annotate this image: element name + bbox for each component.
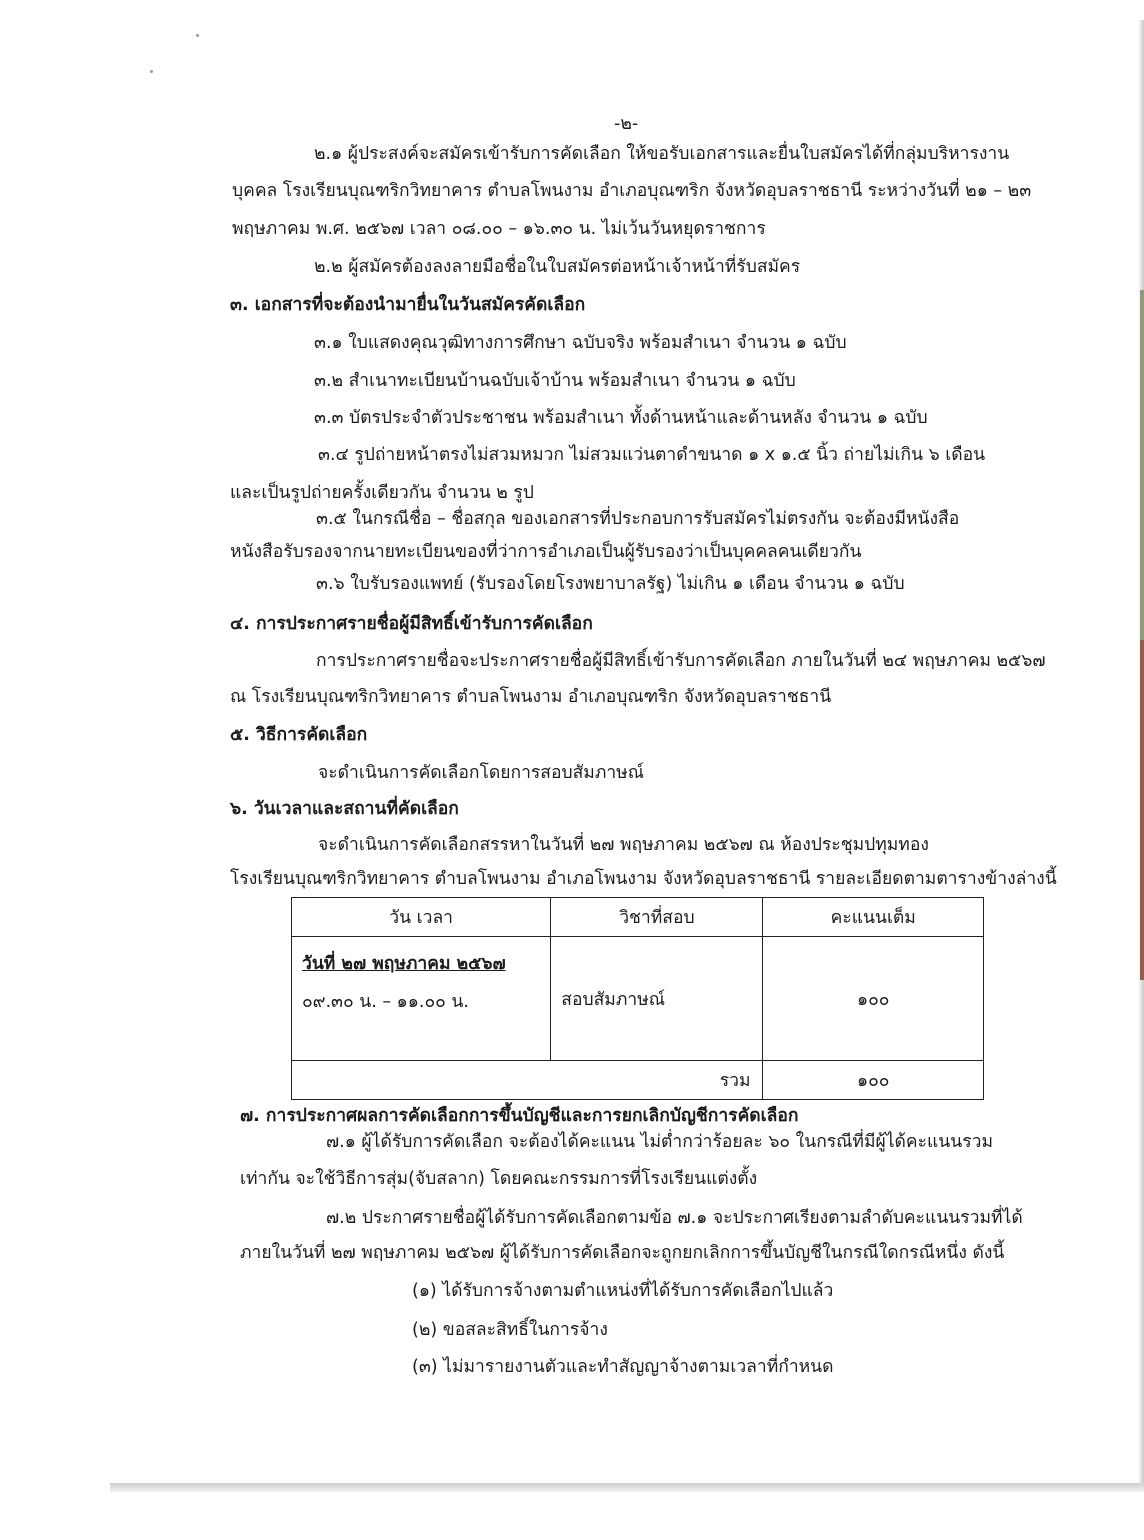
scan-edge-marker xyxy=(1140,640,1144,980)
section-4-line-1: การประกาศรายชื่อจะประกาศรายชื่อผู้มีสิทธิ์เข้ารับการคัดเลือก ภายในวันที่ ๒๔ พฤษภาคม ๒๕๖๗ xyxy=(316,651,1046,671)
schedule-table xyxy=(291,897,984,1100)
total-label: รวม xyxy=(292,1061,763,1100)
section-3-4-line-1: ๓.๔ รูปถ่ายหน้าตรงไม่สวมหมวก ไม่สวมแว่นตาดำขนาด ๑ x ๑.๕ นิ้ว ถ่ายไม่เกิน ๖ เดือน xyxy=(318,445,986,465)
section-3-6: ๓.๖ ใบรับรองแพทย์ (รับรองโดยโรงพยาบาลรัฐ) ไม่เกิน ๑ เดือน จำนวน ๑ ฉบับ xyxy=(316,574,905,594)
section-5-text: จะดำเนินการคัดเลือกโดยการสอบสัมภาษณ์ xyxy=(318,763,644,783)
section-4-heading: ๔. การประกาศรายชื่อผู้มีสิทธิ์เข้ารับการคัดเลือก xyxy=(230,614,593,634)
section-6-heading: ๖. วันเวลาและสถานที่คัดเลือก xyxy=(230,799,459,819)
table-header-cell: คะแนนเต็ม xyxy=(763,898,984,937)
section-5-heading: ๕. วิธีการคัดเลือก xyxy=(230,725,368,745)
section-7-2-line-2: ภายในวันที่ ๒๗ พฤษภาคม ๒๕๖๗ ผู้ได้รับการคัดเลือกจะถูกยกเลิกการขึ้นบัญชีในกรณีใดกรณีหนึ่ง ดังนี้ xyxy=(240,1243,1005,1263)
table-total-row xyxy=(292,1061,984,1100)
section-4-line-2: ณ โรงเรียนบุณฑริกวิทยาคาร ตำบลโพนงาม อำเภอบุณฑริก จังหวัดอุบลราชธานี xyxy=(230,687,832,707)
section-2-1-line-1: ๒.๑ ผู้ประสงค์จะสมัครเข้ารับการคัดเลือก ให้ขอรับเอกสารและยื่นใบสมัครได้ที่กลุ่มบริหารงาน xyxy=(314,144,1010,164)
cancel-case-1: (๑) ได้รับการจ้างตามตำแหน่งที่ได้รับการคัดเลือกไปแล้ว xyxy=(412,1281,834,1301)
section-6-line-2: โรงเรียนบุณฑริกวิทยาคาร ตำบลโพนงาม อำเภอโพนงาม จังหวัดอุบลราชธานี รายละเอียดตามตารางข้างล่างนี้ xyxy=(230,869,1057,889)
table-header-row xyxy=(292,898,984,937)
scan-edge-marker xyxy=(1140,290,1144,640)
section-2-2: ๒.๒ ผู้สมัครต้องลงลายมือชื่อในใบสมัครต่อหน้าเจ้าหน้าที่รับสมัคร xyxy=(314,257,801,277)
section-3-2: ๓.๒ สำเนาทะเบียนบ้านฉบับเจ้าบ้าน พร้อมสำเนา จำนวน ๑ ฉบับ xyxy=(314,371,796,391)
exam-subject: สอบสัมภาษณ์ xyxy=(551,937,763,1061)
section-7-1-line-2: เท่ากัน จะใช้วิธีการสุ่ม(จับสลาก) โดยคณะกรรมการที่โรงเรียนแต่งตั้ง xyxy=(240,1169,758,1189)
section-2-1-line-3: พฤษภาคม พ.ศ. ๒๕๖๗ เวลา ๐๘.๐๐ – ๑๖.๓๐ น. ไม่เว้นวันหยุดราชการ xyxy=(232,219,766,239)
section-3-heading: ๓. เอกสารที่จะต้องนำมายื่นในวันสมัครคัดเลือก xyxy=(230,295,586,315)
section-7-1-line-1: ๗.๑ ผู้ได้รับการคัดเลือก จะต้องได้คะแนน ไม่ต่ำกว่าร้อยละ ๖๐ ในกรณีที่มีผู้ได้คะแนนรวม xyxy=(326,1132,993,1152)
section-3-5-line-2: หนังสือรับรองจากนายทะเบียนของที่ว่าการอำเภอเป็นผู้รับรองว่าเป็นบุคคลคนเดียวกัน xyxy=(230,542,862,562)
cancel-case-2: (๒) ขอสละสิทธิ์ในการจ้าง xyxy=(412,1320,608,1340)
section-3-3: ๓.๓ บัตรประจำตัวประชาชน พร้อมสำเนา ทั้งด้านหน้าและด้านหลัง จำนวน ๑ ฉบับ xyxy=(314,408,928,428)
scan-speck xyxy=(196,34,199,37)
table-header-cell: วิชาที่สอบ xyxy=(551,898,763,937)
section-3-4-line-2: และเป็นรูปถ่ายครั้งเดียวกัน จำนวน ๒ รูป xyxy=(230,483,534,503)
section-7-heading: ๗. การประกาศผลการคัดเลือกการขึ้นบัญชีและการยกเลิกบัญชีการคัดเลือก xyxy=(240,1106,799,1126)
scan-edge-bottom xyxy=(110,1483,1144,1492)
section-6-line-1: จะดำเนินการคัดเลือกสรรหาในวันที่ ๒๗ พฤษภาคม ๒๕๖๗ ณ ห้องประชุมปทุมทอง xyxy=(318,835,929,855)
page-number: -๒- xyxy=(614,114,639,134)
section-2-1-line-2: บุคคล โรงเรียนบุณฑริกวิทยาคาร ตำบลโพนงาม อำเภอบุณฑริก จังหวัดอุบลราชธานี ระหว่างวันที่ ๒๑ – ๒๓ xyxy=(232,181,1032,201)
table-header-cell: วัน เวลา xyxy=(292,898,551,937)
table-row xyxy=(292,937,984,1061)
cancel-case-3: (๓) ไม่มารายงานตัวและทำสัญญาจ้างตามเวลาที่กำหนด xyxy=(412,1357,834,1377)
section-7-2-line-1: ๗.๒ ประกาศรายชื่อผู้ได้รับการคัดเลือกตามข้อ ๗.๑ จะประกาศเรียงตามลำดับคะแนนรวมที่ได้ xyxy=(326,1208,1023,1228)
section-3-1: ๓.๑ ใบแสดงคุณวุฒิทางการศึกษา ฉบับจริง พร้อมสำเนา จำนวน ๑ ฉบับ xyxy=(314,333,847,353)
total-score: ๑๐๐ xyxy=(763,1061,984,1100)
exam-time: ๐๙.๓๐ น. – ๑๑.๐๐ น. xyxy=(302,992,469,1012)
exam-full-score: ๑๐๐ xyxy=(763,937,984,1061)
section-3-5-line-1: ๓.๕ ในกรณีชื่อ – ชื่อสกุล ของเอกสารที่ประกอบการรับสมัครไม่ตรงกัน จะต้องมีหนังสือ xyxy=(316,509,960,529)
scan-speck xyxy=(150,70,153,73)
exam-date: วันที่ ๒๗ พฤษภาคม ๒๕๖๗ xyxy=(302,954,506,974)
exam-date-cell xyxy=(292,937,551,1061)
